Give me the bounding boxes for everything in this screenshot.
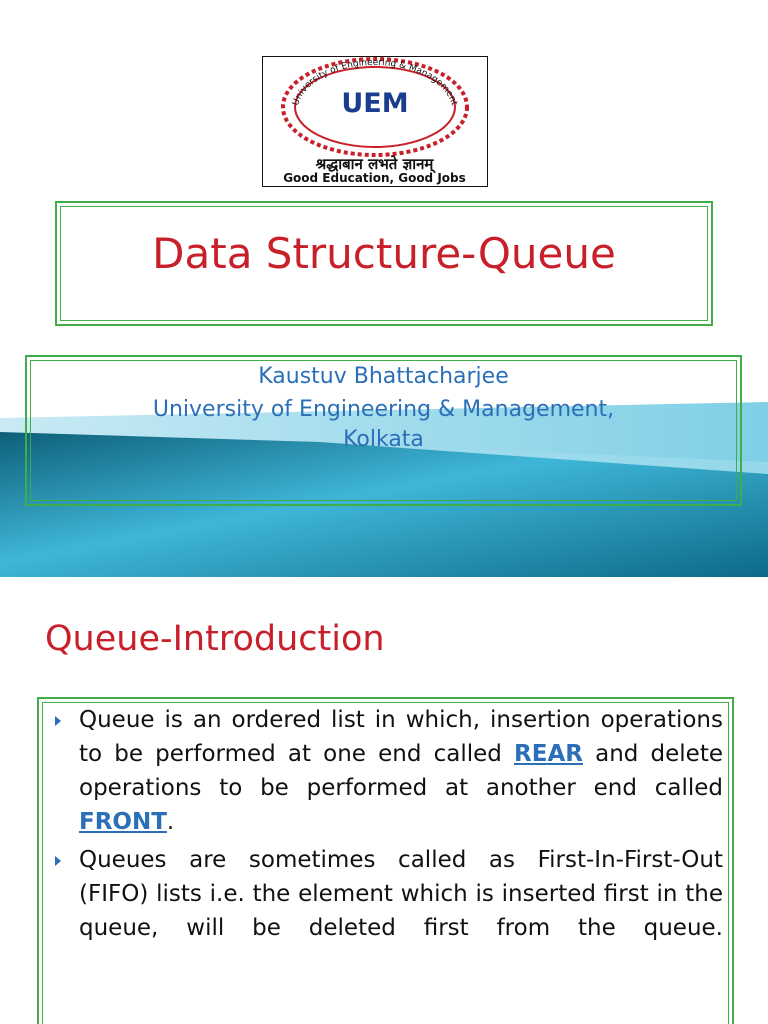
keyword-front: FRONT xyxy=(79,809,167,835)
bullet-arrow-icon xyxy=(55,716,61,726)
logo-arc-text: University of Engineering & Management xyxy=(291,58,459,107)
slide-title: Data Structure-Queue xyxy=(152,229,616,278)
intro-title: Queue-Introduction xyxy=(45,619,385,659)
uem-emblem xyxy=(263,57,486,161)
bullet-fifo: Queues are sometimes called as First-In-First-Out (FIFO) lists i.e. the element which is inserted first in the queue, will be deleted first from the queue. xyxy=(79,847,723,941)
author-institution: University of Engineering & Management, xyxy=(152,397,615,422)
author-name: Kaustuv Bhattacharjee xyxy=(258,364,509,389)
title-frame xyxy=(55,201,713,326)
author-city: Kolkata xyxy=(343,427,424,452)
author-frame xyxy=(25,355,742,506)
keyword-rear: REAR xyxy=(514,741,583,767)
uem-logo xyxy=(262,56,488,187)
bullet1-text-part2: and delete operations to be performed at another end called xyxy=(79,741,723,801)
intro-slide xyxy=(0,577,768,1024)
bullet1-text-part1: Queue is an ordered list in which, insertion operations to be performed at one end called xyxy=(79,707,723,767)
logo-tagline: Good Education, Good Jobs xyxy=(283,171,466,185)
bullet-arrow-icon xyxy=(55,856,61,866)
content-frame xyxy=(37,697,734,1024)
bullet1-text-part3: . xyxy=(166,809,175,835)
logo-abbr: UEM xyxy=(341,88,409,119)
logo-motto: श्रद्धाबान लभते ज्ञानम् xyxy=(315,155,434,173)
